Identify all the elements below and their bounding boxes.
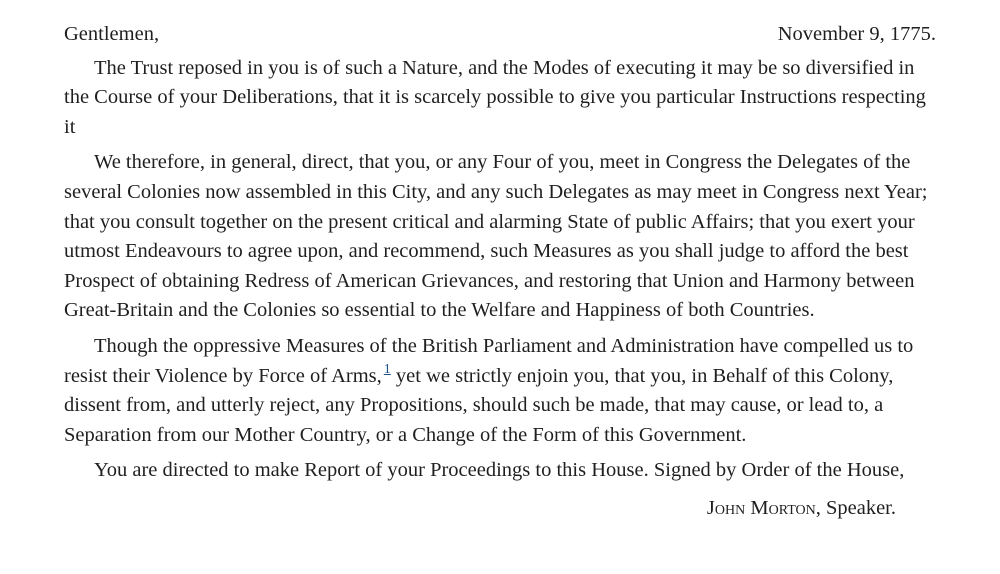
signature-line xyxy=(64,494,936,524)
salutation: Gentlemen, xyxy=(64,23,160,45)
paragraph-3-text-after: yet we strictly enjoin you, that you, in Behalf of this Colony, dissent from, and utterly reject, any Propositions, should such be made, that may cause, or lead to, a Separation from our Mother Country, or a Change of the Form of this Government. xyxy=(64,364,894,446)
paragraph-4: You are directed to make Report of your Proceedings to this House. Signed by Order of the House, xyxy=(94,459,905,482)
paragraph-3-text-before: Though the oppressive Measures of the British Parliament and Administration have compelled us to resist their Violence by Force of Arms, xyxy=(64,334,914,387)
paragraph-3 xyxy=(64,332,936,450)
letter-header xyxy=(64,20,936,50)
paragraph-1: The Trust reposed in you is of such a Nature, and the Modes of executing it may be so diversified in the Course of your Deliberations, that it is scarcely possible to give you particular Instructions respecting it xyxy=(64,56,926,138)
footnote-link-1[interactable]: 1 xyxy=(383,361,391,377)
letter-date: November 9, 1775. xyxy=(777,23,936,45)
signer-title: , Speaker. xyxy=(815,496,896,519)
signer-name: John Morton xyxy=(706,496,816,519)
letter-document xyxy=(64,20,936,524)
paragraph-2: We therefore, in general, direct, that you, or any Four of you, meet in Congress the Delegates of the several Colonies now assembled in this City, and any such Delegates as may meet in Congress next Year; that you consult together on the present critical and alarming State of public Affairs; that you exert your utmost Endeavours to agree upon, and recommend, such Measures as you shall judge to afford the best Prospect of obtaining Redress of American Grievances, and restoring that Union and Harmony between Great-Britain and the Colonies so essential to the Welfare and Happiness of both Countries. xyxy=(64,151,928,322)
